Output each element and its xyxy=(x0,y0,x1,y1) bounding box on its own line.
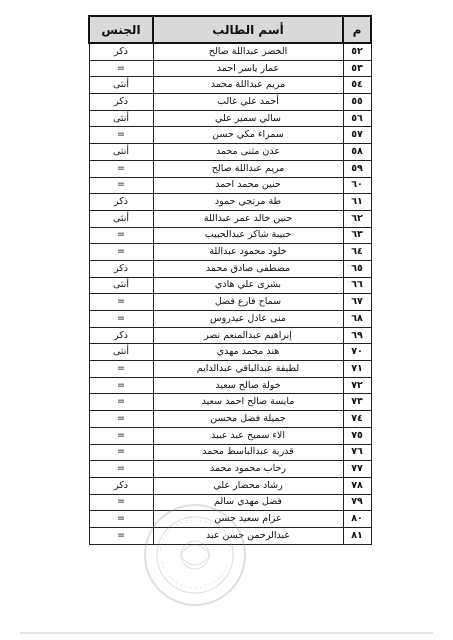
student-name: رشاد محضار علي xyxy=(153,477,343,494)
table-row xyxy=(89,444,371,461)
student-gender: = xyxy=(89,411,153,428)
table-row xyxy=(89,411,371,428)
table-row xyxy=(89,344,371,361)
row-number: ٦٥ xyxy=(343,260,371,277)
row-number: ٨٠ xyxy=(343,511,371,528)
row-number: ٦٢ xyxy=(343,210,371,227)
student-gender: = xyxy=(89,160,153,177)
student-gender: ذكر xyxy=(89,43,153,60)
row-number: ٦٩ xyxy=(343,327,371,344)
header-student-name: أسم الطالب xyxy=(153,16,343,43)
row-number: ٥٩ xyxy=(343,160,371,177)
student-name: منى عادل عيدروس xyxy=(153,311,343,328)
student-name: مايسة صالح احمد سعيد xyxy=(153,394,343,411)
row-number: ٧٠ xyxy=(343,344,371,361)
row-number: ٦٧ xyxy=(343,294,371,311)
student-name: فضل مهدي سالم xyxy=(153,494,343,511)
student-name: جميلة فضل محسن xyxy=(153,411,343,428)
row-number: ٧٢ xyxy=(343,377,371,394)
table-body xyxy=(89,43,371,544)
table-row xyxy=(89,94,371,111)
student-name: سماح فارع فضل xyxy=(153,294,343,311)
student-roster-table xyxy=(88,15,372,545)
table-row xyxy=(89,394,371,411)
row-number: ٥٧ xyxy=(343,127,371,144)
table-row xyxy=(89,244,371,261)
student-name: عزام سعيد حسن xyxy=(153,511,343,528)
student-name: قدرية عبدالباسط محمد xyxy=(153,444,343,461)
student-name: حبيبة شاكر عبدالحبيب xyxy=(153,227,343,244)
student-name: بشرى علي هادي xyxy=(153,277,343,294)
table-row xyxy=(89,160,371,177)
student-gender: = xyxy=(89,227,153,244)
student-name: مريم عبداللة محمد xyxy=(153,77,343,94)
row-number: ٦٨ xyxy=(343,311,371,328)
student-gender: = xyxy=(89,294,153,311)
table-row xyxy=(89,277,371,294)
row-number: ٨١ xyxy=(343,527,371,544)
table-row xyxy=(89,210,371,227)
student-gender: أنثى xyxy=(89,110,153,127)
student-gender: = xyxy=(89,361,153,378)
student-gender: = xyxy=(89,427,153,444)
row-number: ٧٣ xyxy=(343,394,371,411)
table-header-row xyxy=(89,16,371,43)
table-row xyxy=(89,60,371,77)
student-name: إبراهيم عبدالمنعم نصر xyxy=(153,327,343,344)
student-name: عدن مثنى محمد xyxy=(153,144,343,161)
row-number: ٧٨ xyxy=(343,477,371,494)
table-row xyxy=(89,377,371,394)
table-row xyxy=(89,327,371,344)
student-gender: = xyxy=(89,511,153,528)
student-gender: ذكر xyxy=(89,194,153,211)
header-number: م xyxy=(343,16,371,43)
student-name: سالي سمير علي xyxy=(153,110,343,127)
row-number: ٦٦ xyxy=(343,277,371,294)
student-name: طة مرتجي حمود xyxy=(153,194,343,211)
student-name: أحمد علي غالب xyxy=(153,94,343,111)
student-gender: = xyxy=(89,444,153,461)
student-gender: = xyxy=(89,527,153,544)
student-gender: = xyxy=(89,394,153,411)
table-row xyxy=(89,194,371,211)
student-name: رحاب محمود محمد xyxy=(153,461,343,478)
student-name: مصطفى صادق محمد xyxy=(153,260,343,277)
row-number: ٦١ xyxy=(343,194,371,211)
student-gender: = xyxy=(89,494,153,511)
row-number: ٥٦ xyxy=(343,110,371,127)
student-gender: أنثى xyxy=(89,210,153,227)
student-gender: أنثى xyxy=(89,277,153,294)
row-number: ٧٦ xyxy=(343,444,371,461)
row-number: ٧١ xyxy=(343,361,371,378)
table-row xyxy=(89,177,371,194)
table-row xyxy=(89,144,371,161)
student-gender: = xyxy=(89,461,153,478)
row-number: ٧٥ xyxy=(343,427,371,444)
student-gender: ذكر xyxy=(89,477,153,494)
table-row xyxy=(89,311,371,328)
row-number: ٦٠ xyxy=(343,177,371,194)
row-number: ٧٤ xyxy=(343,411,371,428)
student-name: عبدالرحمن حسن عبد xyxy=(153,527,343,544)
table-row xyxy=(89,427,371,444)
table-row xyxy=(89,77,371,94)
student-gender: = xyxy=(89,377,153,394)
student-gender: = xyxy=(89,127,153,144)
table-row xyxy=(89,127,371,144)
row-number: ٧٧ xyxy=(343,461,371,478)
student-gender: أنثى xyxy=(89,144,153,161)
table-row xyxy=(89,361,371,378)
table-row xyxy=(89,260,371,277)
student-gender: = xyxy=(89,311,153,328)
student-name: خولة صالح سعيد xyxy=(153,377,343,394)
student-name: مريم عبداللة صالح xyxy=(153,160,343,177)
row-number: ٥٣ xyxy=(343,60,371,77)
student-gender: = xyxy=(89,244,153,261)
row-number: ٧٩ xyxy=(343,494,371,511)
table-row xyxy=(89,461,371,478)
row-number: ٥٨ xyxy=(343,144,371,161)
student-name: خلود محمود عبداللة xyxy=(153,244,343,261)
official-seal-icon xyxy=(140,500,250,610)
student-name: الخضر عبداللة صالح xyxy=(153,43,343,60)
student-gender: أنثى xyxy=(89,344,153,361)
table-row xyxy=(89,43,371,60)
student-name: لطيفة عبدالباقي عبدالدايم xyxy=(153,361,343,378)
table-row xyxy=(89,227,371,244)
row-number: ٦٣ xyxy=(343,227,371,244)
row-number: ٦٤ xyxy=(343,244,371,261)
row-number: ٥٥ xyxy=(343,94,371,111)
student-name: حنين محمد احمد xyxy=(153,177,343,194)
student-gender: ذكر xyxy=(89,327,153,344)
student-name: عمار ياسر احمد xyxy=(153,60,343,77)
student-gender: أنثى xyxy=(89,77,153,94)
header-gender: الجنس xyxy=(89,16,153,43)
student-name: هند محمد مهدي xyxy=(153,344,343,361)
table-row xyxy=(89,110,371,127)
student-gender: = xyxy=(89,60,153,77)
student-gender: = xyxy=(89,177,153,194)
student-gender: ذكر xyxy=(89,260,153,277)
table-row xyxy=(89,294,371,311)
row-number: ٥٢ xyxy=(343,43,371,60)
student-name: سمراء مكي حسن xyxy=(153,127,343,144)
student-gender: ذكر xyxy=(89,94,153,111)
row-number: ٥٤ xyxy=(343,77,371,94)
table-row xyxy=(89,477,371,494)
page-bottom-edge xyxy=(20,632,433,634)
student-name: حنين خالد عمر عبداللة xyxy=(153,210,343,227)
student-name: الاء سميح عبد عبيد xyxy=(153,427,343,444)
